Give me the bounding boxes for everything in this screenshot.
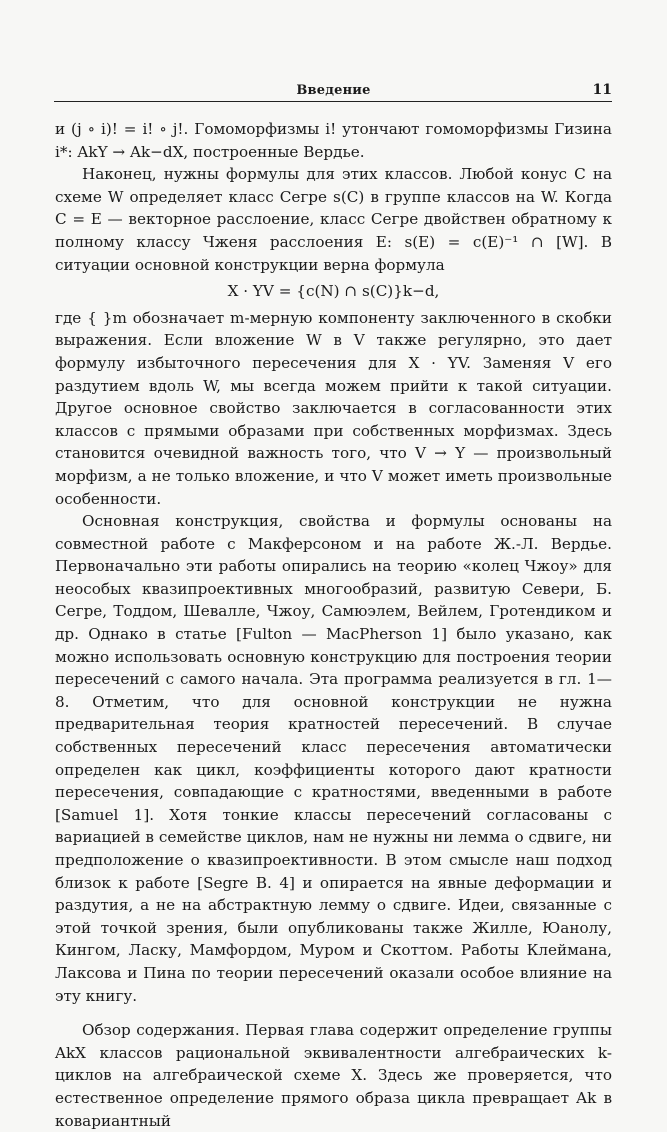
header-rule	[54, 101, 612, 102]
page-number: 11	[592, 82, 612, 98]
paragraph-continued: и (j ∘ i)! = i! ∘ j!. Гомоморфизмы i! утончают гомоморфизмы Гизина i*: AkY → Ak−dX, построенные Вердье.	[55, 120, 612, 161]
body-text	[55, 118, 612, 1132]
display-formula: X · YV = {c(N) ∩ s(C)}k−d,	[227, 282, 440, 301]
paragraph-excess-intersection: где { }m обозначает m-мерную компоненту заключенного в скобки выражения. Если вложение W в V также регулярно, это дает формулу избыточного пересечения для X · YV. Заменяя V его раздутием вдоль W, мы всегда можем прийти к такой ситуации. Другое основное свойство заключается в согласованности этих классов с прямыми образами при собственных морфизмах. Здесь становится очевидной важность того, что V → Y — произвольный морфизм, а не только вложение, и что V может иметь произвольные особенности.	[55, 308, 612, 508]
running-header-title: Введение	[296, 83, 371, 98]
paragraph-overview: Обзор содержания. Первая глава содержит определение группы AkX классов рациональной эквивалентности алгебраических k-циклов на алгебраической схеме X. Здесь же проверяется, что естественное определение прямого образа цикла превращает Ak в ковариантный	[55, 1021, 612, 1130]
paragraph-history: Основная конструкция, свойства и формулы основаны на совместной работе с Макферсоном и на работе Ж.-Л. Вердье. Первоначально эти работы опирались на теорию «колец Чжоу» для неособых квазипроективных многообразий, развитую Севери, Б. Сегре, Тоддом, Шевалле, Чжоу, Самюэлем, Вейлем, Гротендиком и др. Однако в статье [Fulton — MacPherson 1] было указано, как можно использовать основную конструкцию для построения теории пересечений с самого начала. Эта программа реализуется в гл. 1—8. Отметим, что для основной конструкции не нужна предварительная теория кратностей пересечений. В случае собственных пересечений класс пересечения автоматически определен как цикл, коэффициенты которого дают кратности пересечения, совпадающие с кратностями, введенными в работе [Samuel 1]. Хотя тонкие классы пересечений согласованы с вариацией в семействе циклов, нам не нужны ни лемма о сдвиге, ни предположение о квазипроективности. В этом смысле наш подход близок к работе [Segre B. 4] и опирается на явные деформации и раздутия, а не на абстрактную лемму о сдвиге. Идеи, связанные с этой точкой зрения, были опубликованы также Жилле, Юанолу, Кингом, Ласку, Мамфордом, Муром и Скоттом. Работы Клеймана, Лаксова и Пина по теории пересечений оказали особое влияние на эту книгу.	[55, 512, 612, 1005]
paragraph-segre-class: Наконец, нужны формулы для этих классов. Любой конус C на схеме W определяет класс Сегре s(C) в группе классов на W. Когда C = E — векторное расслоение, класс Сегре двойствен обратному к полному классу Чженя расслоения E: s(E) = c(E)⁻¹ ∩ [W]. В ситуации основной конструкции верна формула	[55, 165, 612, 274]
